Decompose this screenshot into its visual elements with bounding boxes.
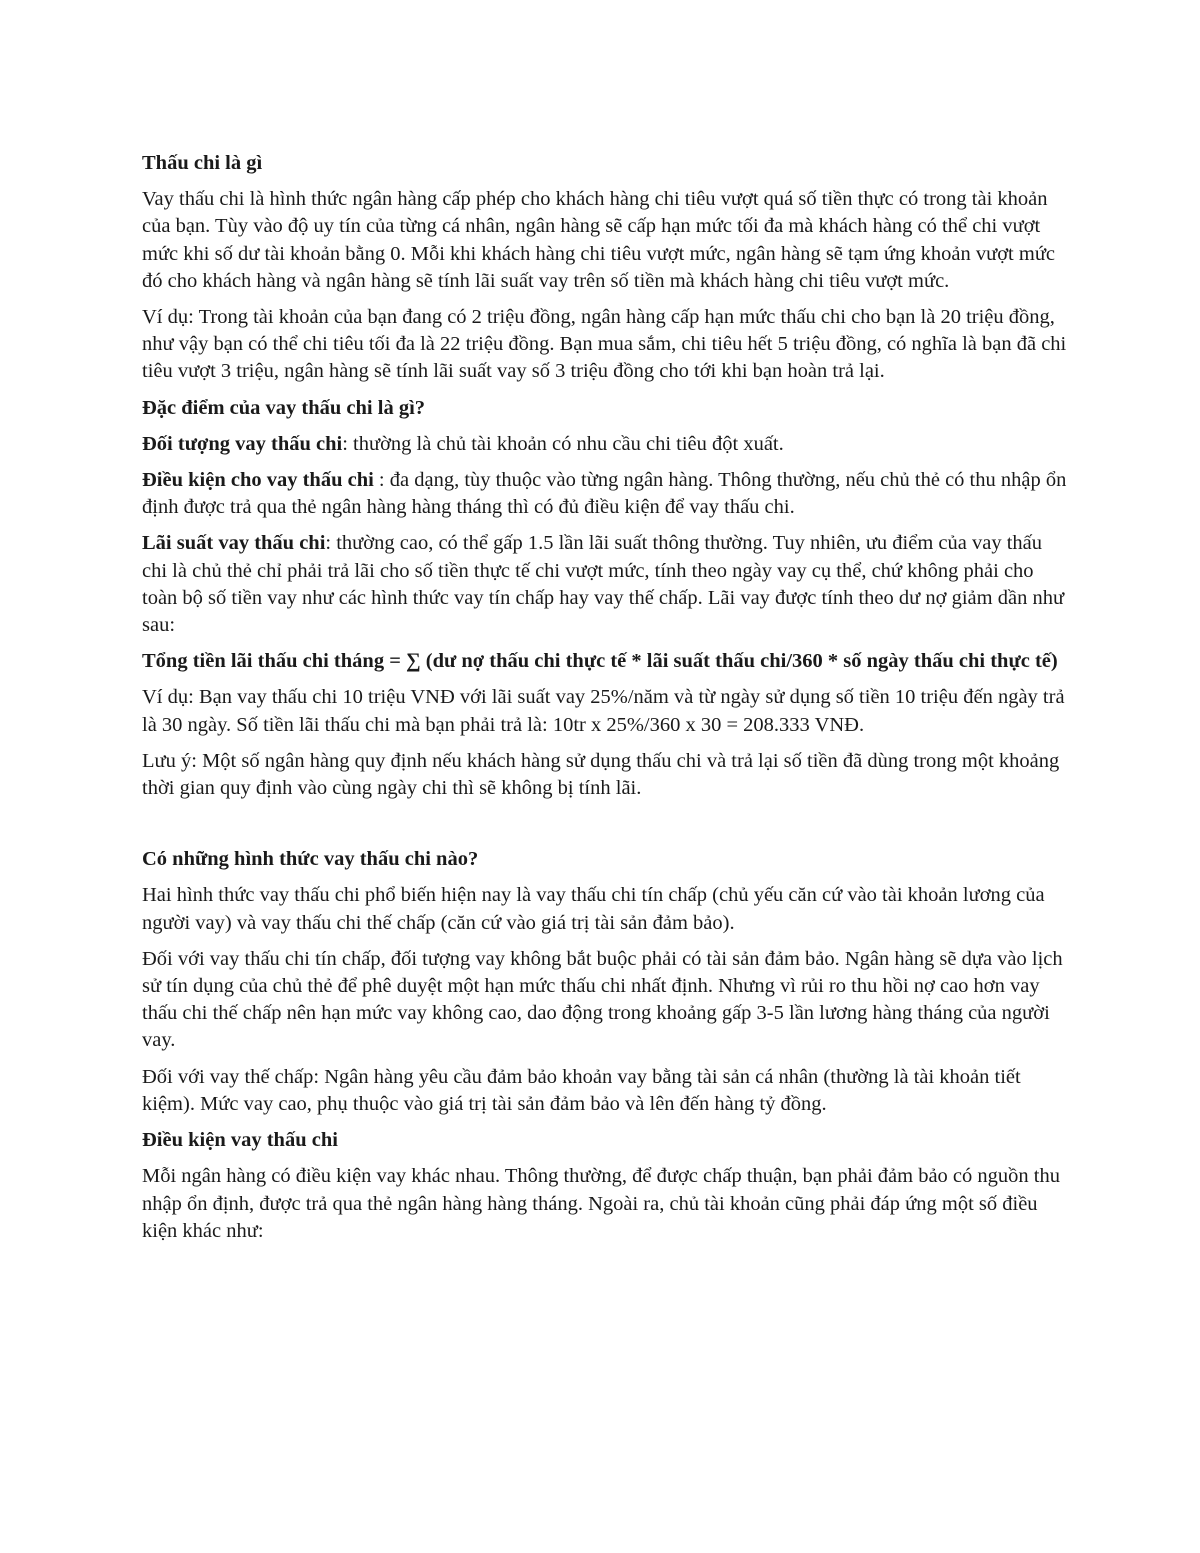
paragraph-types-intro: Hai hình thức vay thấu chi phổ biến hiện nay là vay thấu chi tín chấp (chủ yếu căn cứ vào tài khoản lương của người vay) và vay thấu chi thế chấp (căn cứ vào giá trị tài sản đảm bảo). (142, 884, 1045, 934)
paragraph-conditions: Mỗi ngân hàng có điều kiện vay khác nhau. Thông thường, để được chấp thuận, bạn phải đảm bảo có nguồn thu nhập ổn định, được trả qua thẻ ngân hàng hàng tháng. Ngoài ra, chủ tài khoản cũng phải đáp ứng một số điều kiện khác như: (142, 1165, 1060, 1242)
paragraph-borrower-type (142, 431, 1067, 458)
label-interest-rate: Lãi suất vay thấu chi (142, 532, 326, 555)
section-heading-what-is-overdraft: Thấu chi là gì (142, 152, 263, 174)
paragraph-note: Lưu ý: Một số ngân hàng quy định nếu khách hàng sử dụng thấu chi và trả lại số tiền đã dùng trong một khoảng thời gian quy định vào cùng ngày chi thì sẽ không bị tính lãi. (142, 749, 1060, 800)
section-heading-conditions: Điều kiện vay thấu chi (142, 1129, 338, 1152)
section-heading-characteristics: Đặc điểm của vay thấu chi là gì? (142, 396, 426, 419)
document-page (142, 150, 1067, 1254)
text-loan-conditions: : đa dạng, tùy thuộc vào từng ngân hàng. Thông thường, nếu chủ thẻ có thu nhập ổn định được trả qua thẻ ngân hàng hàng tháng thì có đủ điều kiện để vay thấu chi. (142, 469, 1067, 519)
text-borrower-type: : thường là chủ tài khoản có nhu cầu chi tiêu đột xuất. (342, 432, 784, 455)
paragraph-definition: Vay thấu chi là hình thức ngân hàng cấp phép cho khách hàng chi tiêu vượt quá số tiền thực có trong tài khoản của bạn. Tùy vào độ uy tín của từng cá nhân, ngân hàng sẽ cấp hạn mức tối đa mà khách hàng có thể chi vượt mức khi số dư tài khoản bằng 0. Mỗi khi khách hàng chi tiêu vượt mức, ngân hàng sẽ tạm ứng khoản vượt mức đó cho khách hàng và ngân hàng sẽ tính lãi suất vay trên số tiền mà khách hàng chi tiêu vượt mức. (142, 188, 1056, 292)
paragraph-interest-rate (142, 530, 1067, 639)
interest-formula: Tổng tiền lãi thấu chi tháng = ∑ (dư nợ thấu chi thực tế * lãi suất thấu chi/360 * số ngày thấu chi thực tế) (142, 650, 1058, 673)
section-heading-types: Có những hình thức vay thấu chi nào? (142, 848, 479, 871)
paragraph-loan-conditions (142, 467, 1067, 521)
paragraph-example-1: Ví dụ: Trong tài khoản của bạn đang có 2 triệu đồng, ngân hàng cấp hạn mức thấu chi cho bạn là 20 triệu đồng, như vậy bạn có thể chi tiêu tối đa là 22 triệu đồng. Bạn mua sắm, chi tiêu hết 5 triệu đồng, có nghĩa là bạn đã chi tiêu vượt 3 triệu, ngân hàng sẽ tính lãi suất vay số 3 triệu đồng cho tới khi bạn hoàn trả lại. (142, 306, 1067, 383)
paragraph-example-2: Ví dụ: Bạn vay thấu chi 10 triệu VNĐ với lãi suất vay 25%/năm và từ ngày sử dụng số tiền 10 triệu đến ngày trả là 30 ngày. Số tiền lãi thấu chi mà bạn phải trả là: 10tr x 25%/360 x 30 = 208.333 VNĐ. (142, 686, 1065, 736)
label-borrower-type: Đối tượng vay thấu chi (142, 432, 343, 455)
paragraph-secured: Đối với vay thế chấp: Ngân hàng yêu cầu đảm bảo khoản vay bằng tài sản cá nhân (thường là tài khoản tiết kiệm). Mức vay cao, phụ thuộc vào giá trị tài sản đảm bảo và lên đến hàng tỷ đồng. (142, 1065, 1021, 1115)
paragraph-unsecured: Đối với vay thấu chi tín chấp, đối tượng vay không bắt buộc phải có tài sản đảm bảo. Ngân hàng sẽ dựa vào lịch sử tín dụng của chủ thẻ để phê duyệt một hạn mức thấu chi nhất định. Nhưng vì rủi ro thu hồi nợ cao hơn vay thấu chi thế chấp nên hạn mức vay không cao, dao động trong khoảng gấp 3-5 lần lương hàng tháng của người vay. (142, 947, 1063, 1052)
label-loan-conditions: Điều kiện cho vay thấu chi (142, 469, 374, 492)
text-interest-rate: : thường cao, có thể gấp 1.5 lần lãi suất thông thường. Tuy nhiên, ưu điểm của vay thấu chi là chủ thẻ chỉ phải trả lãi cho số tiền thực tế chi vượt mức, tính theo ngày vay cụ thể, chứ không phải cho toàn bộ số tiền vay như các hình thức vay tín chấp hay vay thế chấp. Lãi vay được tính theo dư nợ giảm dần như sau: (142, 532, 1065, 637)
